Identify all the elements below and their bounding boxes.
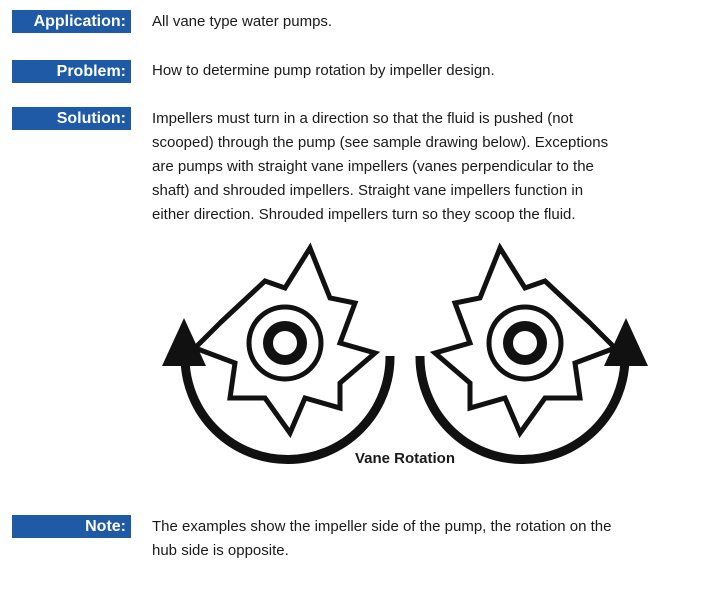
left-impeller (195, 248, 375, 433)
solution-line: shaft) and shrouded impellers. Straight vane impellers function in (152, 182, 584, 199)
solution-line: are pumps with straight vane impellers (vanes perpendicular to the (152, 158, 594, 175)
application-text: All vane type water pumps. (152, 13, 333, 30)
note-label: Note: (12, 515, 131, 538)
solution-line: scooped) through the pump (see sample drawing below). Exceptions (152, 134, 609, 151)
solution-label: Solution: (12, 107, 131, 130)
problem-label: Problem: (12, 60, 131, 83)
solution-text (152, 107, 672, 227)
problem-text: How to determine pump rotation by impeller design. (152, 62, 495, 79)
diagram-caption: Vane Rotation (354, 450, 455, 467)
note-line: hub side is opposite. (152, 542, 289, 559)
note-line: The examples show the impeller side of the pump, the rotation on the (152, 518, 612, 535)
right-impeller (435, 248, 615, 433)
solution-line: Impellers must turn in a direction so that the fluid is pushed (not (152, 110, 574, 127)
application-label: Application: (12, 10, 131, 33)
note-text (152, 515, 672, 563)
solution-line: either direction. Shrouded impellers turn so they scoop the fluid. (152, 206, 576, 223)
vane-rotation-diagram (150, 238, 660, 478)
